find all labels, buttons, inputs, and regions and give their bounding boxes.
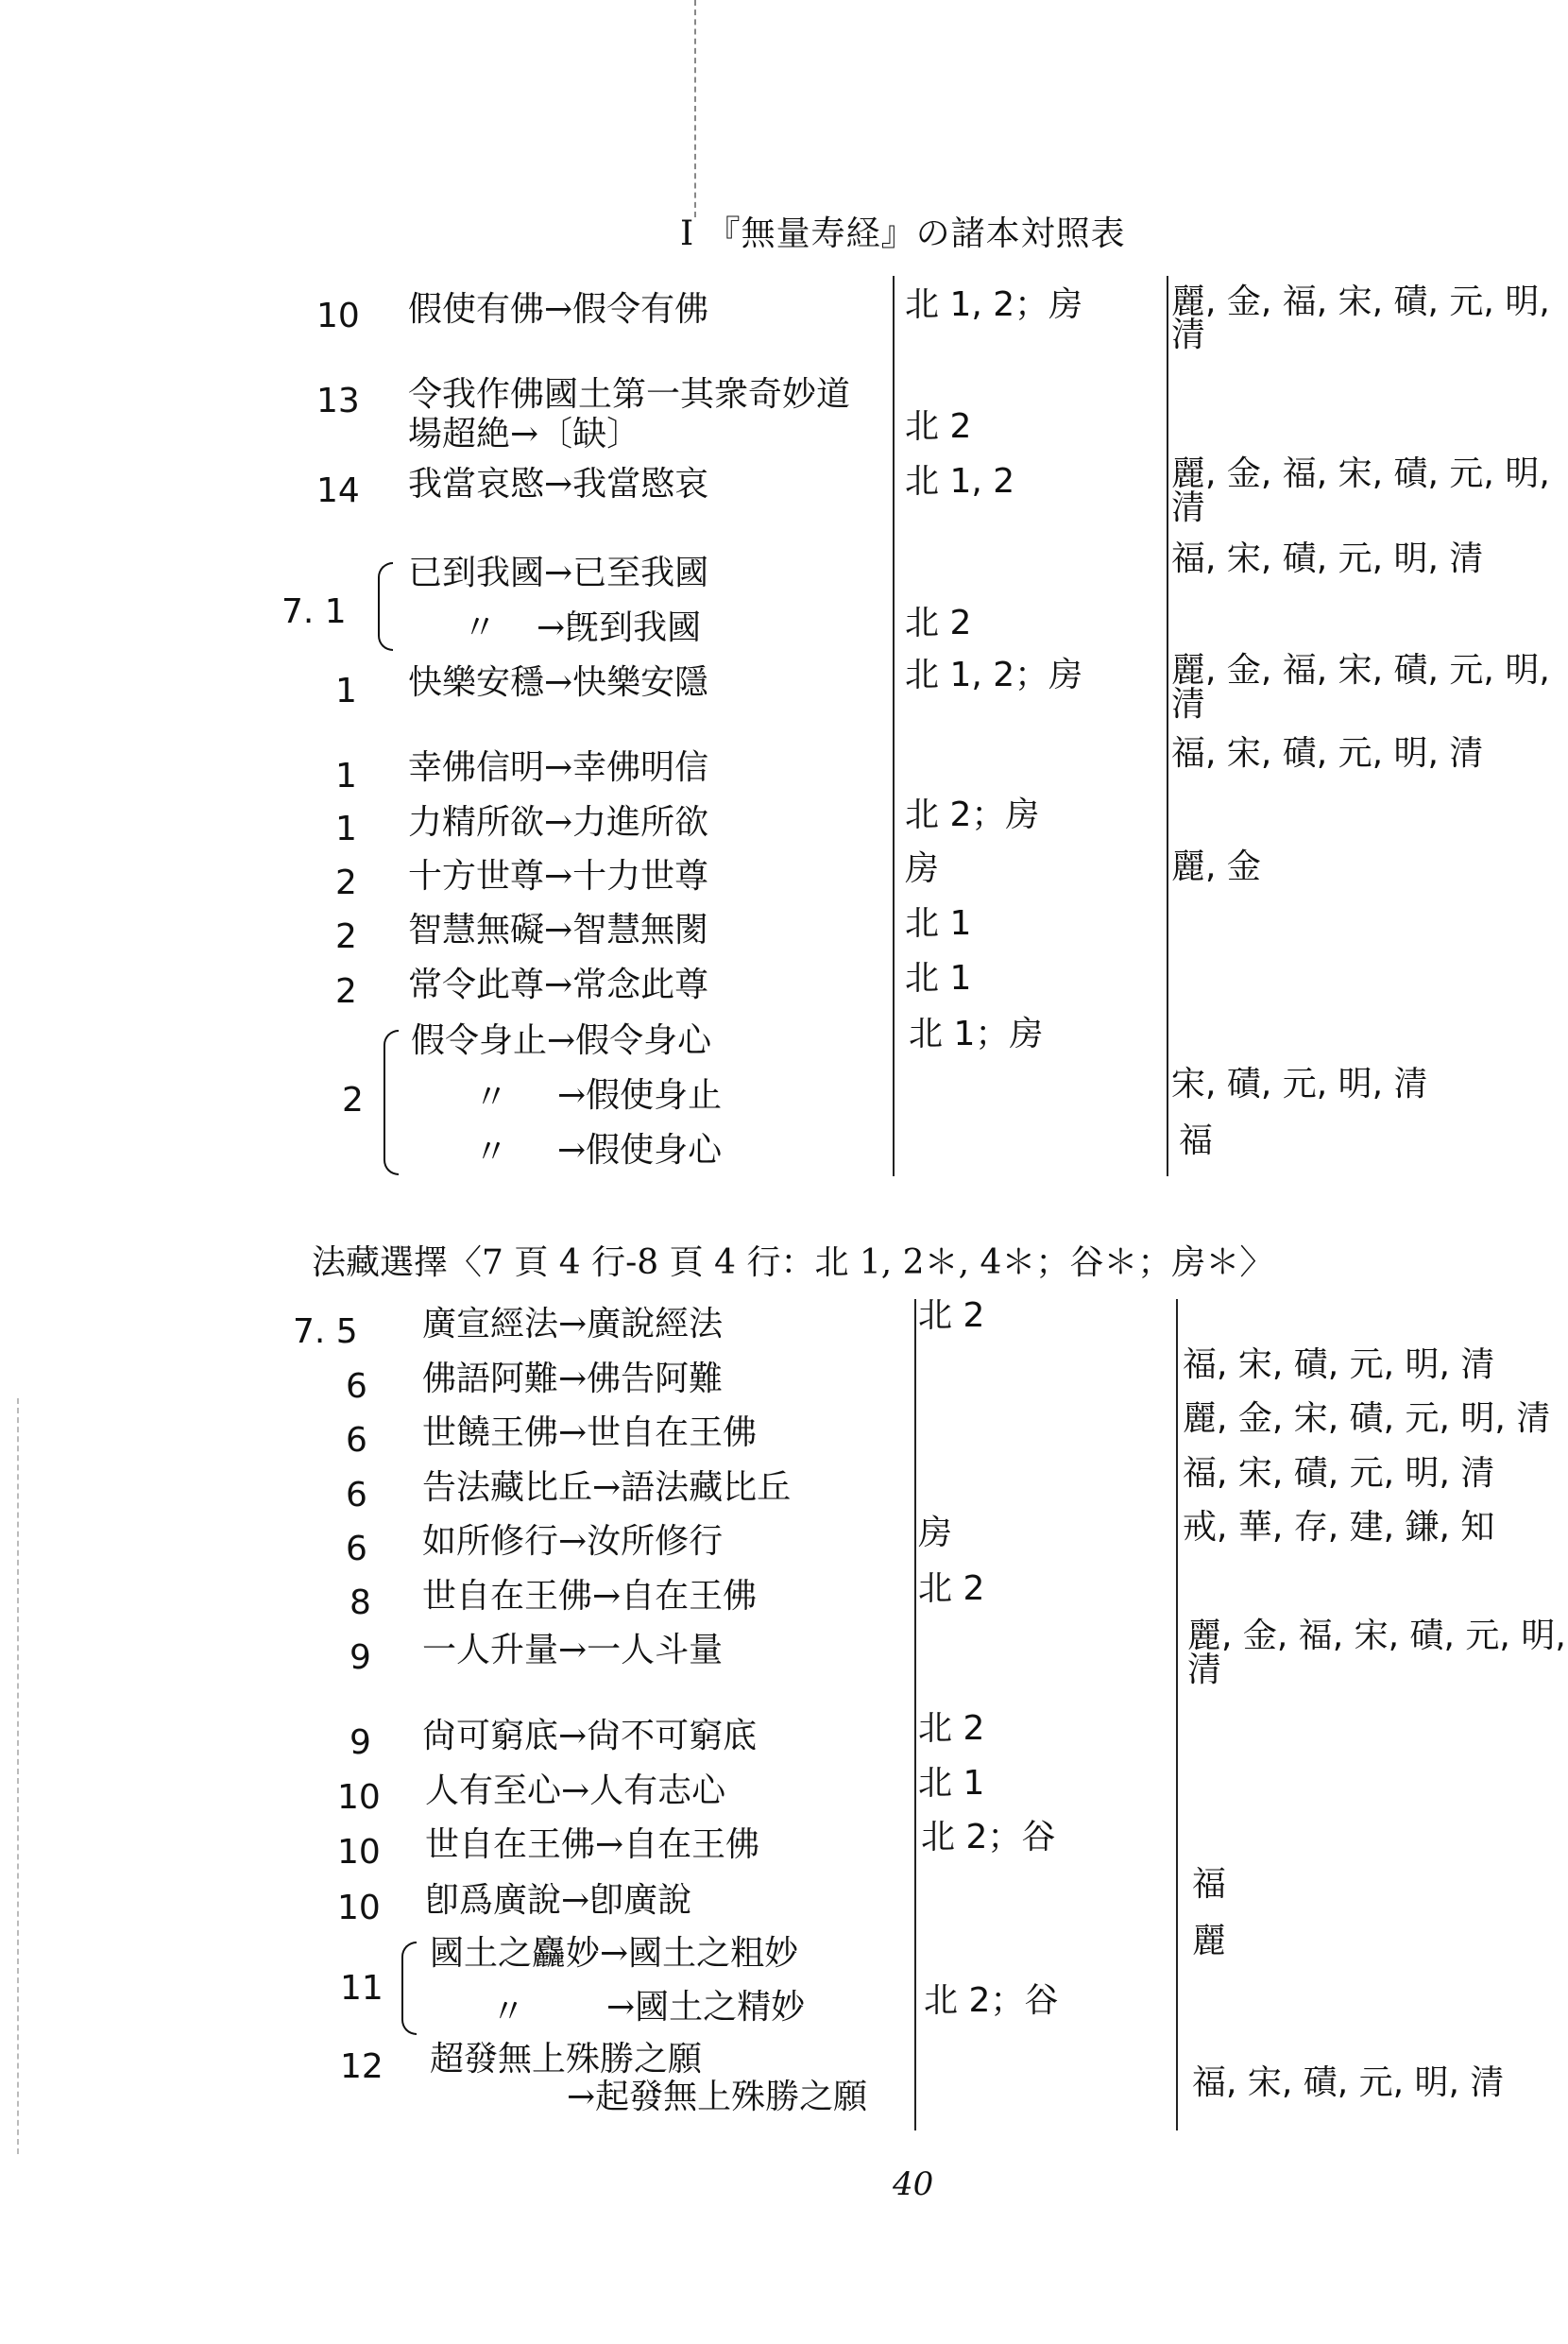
manuscript-sources: 北 2 — [918, 1709, 985, 1748]
line-number: 10 — [337, 1833, 381, 1872]
variant-text: 令我作佛國土第一其衆奇妙道 — [408, 375, 851, 414]
edition-sources-cont: 清 — [1171, 685, 1206, 724]
variant-text: 世自在王佛→自在王佛 — [422, 1577, 758, 1616]
variant-text: 世饒王佛→世自在王佛 — [422, 1413, 758, 1452]
line-number: 13 — [316, 382, 360, 420]
line-number: 12 — [340, 2047, 383, 2086]
variant-text: 卽爲廣說→卽廣說 — [425, 1881, 692, 1920]
ditto-mark: 〃 — [463, 608, 498, 647]
line-number: 11 — [340, 1969, 383, 2008]
line-number: 2 — [342, 1081, 364, 1120]
edition-sources: 麗, 金 — [1171, 847, 1261, 886]
column-divider-mid-1 — [893, 276, 895, 1176]
variant-text: 如所修行→汝所修行 — [422, 1522, 724, 1561]
variant-text: 快樂安穩→快樂安隱 — [408, 663, 709, 702]
variant-text: 尙可窮底→尙不可窮底 — [422, 1717, 758, 1755]
brace-group — [401, 1942, 417, 2035]
manuscript-sources: 北 2 — [905, 604, 972, 642]
manuscript-sources: 北 2 — [918, 1569, 985, 1608]
line-number: 1 — [335, 757, 357, 796]
column-divider-right-1 — [1167, 276, 1168, 1176]
edition-sources: 戒, 華, 存, 建, 鎌, 知 — [1183, 1508, 1495, 1547]
line-number: 6 — [346, 1421, 367, 1460]
manuscript-sources: 北 1 — [905, 904, 972, 943]
variant-text: 國土之麤妙→國土之粗妙 — [430, 1934, 799, 1973]
line-number: 6 — [346, 1530, 367, 1568]
line-number: 2 — [335, 917, 357, 956]
variant-text: 一人升量→一人斗量 — [422, 1631, 724, 1669]
column-divider-mid-2 — [914, 1299, 916, 2130]
edition-sources: 福 — [1192, 1865, 1227, 1904]
manuscript-sources: 房 — [918, 1514, 953, 1552]
manuscript-sources: 北 1, 2；房 — [905, 285, 1083, 324]
variant-text-cont: 場超絶→〔缺〕 — [408, 415, 641, 453]
manuscript-sources: 北 1；房 — [909, 1015, 1044, 1053]
variant-text: →假使身心 — [557, 1131, 723, 1170]
manuscript-sources: 北 2 — [905, 407, 972, 446]
manuscript-sources: 北 2；房 — [905, 796, 1040, 834]
ditto-mark: 〃 — [474, 1078, 509, 1117]
manuscript-sources: 房 — [905, 849, 940, 888]
edition-sources: 麗, 金, 福, 宋, 磧, 元, 明, — [1171, 282, 1550, 321]
edition-sources: 麗, 金, 福, 宋, 磧, 元, 明, — [1171, 651, 1550, 690]
edition-sources: 麗, 金, 宋, 磧, 元, 明, 清 — [1183, 1399, 1551, 1438]
manuscript-sources: 北 1 — [905, 959, 972, 998]
edition-sources: 福, 宋, 磧, 元, 明, 清 — [1183, 1454, 1495, 1493]
ditto-mark: 〃 — [491, 1993, 526, 2031]
edition-sources-cont: 清 — [1187, 1651, 1222, 1689]
variant-text: 世自在王佛→自在王佛 — [425, 1825, 760, 1864]
variant-text-cont: →起發無上殊勝之願 — [567, 2078, 868, 2116]
line-number: 6 — [346, 1476, 367, 1514]
line-number: 10 — [337, 1889, 381, 1927]
variant-text: 力精所欲→力進所欲 — [408, 803, 709, 842]
variant-text: 常令此尊→常念此尊 — [408, 966, 709, 1004]
line-number: 9 — [349, 1723, 371, 1762]
brace-group — [378, 562, 393, 651]
variant-text: →旣到我國 — [537, 608, 702, 647]
line-number: 1 — [335, 672, 357, 710]
variant-text: →國土之精妙 — [606, 1988, 806, 2027]
edition-sources: 麗, 金, 福, 宋, 磧, 元, 明, — [1171, 454, 1550, 493]
variant-text: 假使有佛→假令有佛 — [408, 290, 709, 329]
edition-sources: 福 — [1179, 1121, 1214, 1160]
scan-fold-line-top — [694, 0, 696, 217]
edition-sources: 福, 宋, 磧, 元, 明, 清 — [1192, 2063, 1505, 2102]
edition-sources: 福, 宋, 磧, 元, 明, 清 — [1171, 539, 1484, 578]
line-number: 14 — [316, 471, 360, 510]
brace-group — [383, 1030, 399, 1175]
scan-fold-line-left — [17, 1398, 19, 2154]
variant-text: 佛語阿難→佛告阿難 — [422, 1360, 724, 1398]
ditto-mark: 〃 — [474, 1133, 509, 1172]
variant-text: 智慧無礙→智慧無閡 — [408, 911, 709, 950]
variant-text: 我當哀愍→我當愍哀 — [408, 465, 709, 504]
line-number: 10 — [337, 1778, 381, 1817]
edition-sources: 福, 宋, 磧, 元, 明, 清 — [1171, 734, 1484, 773]
manuscript-sources: 北 1, 2 — [905, 462, 1015, 501]
edition-sources: 福, 宋, 磧, 元, 明, 清 — [1183, 1345, 1495, 1384]
page-number: 40 — [893, 2165, 934, 2203]
line-number: 2 — [335, 864, 357, 902]
edition-sources-cont: 清 — [1171, 488, 1206, 527]
line-number: 1 — [335, 810, 357, 848]
variant-text: 十方世尊→十力世尊 — [408, 857, 709, 896]
line-number: 7. 1 — [281, 592, 347, 631]
line-number: 10 — [316, 297, 360, 335]
variant-text: 告法藏比丘→語法藏比丘 — [422, 1468, 792, 1507]
variant-text: 超發無上殊勝之願 — [430, 2040, 703, 2079]
line-number: 2 — [335, 972, 357, 1011]
manuscript-sources: 北 2；谷 — [924, 1981, 1059, 2020]
manuscript-sources: 北 1, 2；房 — [905, 656, 1083, 694]
variant-text: 假令身止→假令身心 — [411, 1021, 712, 1060]
page-header-title: I 『無量寿経』の諸本対照表 — [680, 214, 1126, 253]
variant-text: 幸佛信明→幸佛明信 — [408, 748, 709, 787]
edition-sources: 麗 — [1192, 1922, 1227, 1960]
edition-sources: 麗, 金, 福, 宋, 磧, 元, 明, — [1187, 1617, 1566, 1655]
section-heading: 法藏選擇〈7 頁 4 行-8 頁 4 行：北 1, 2＊, 4＊；谷＊；房＊〉 — [312, 1243, 1274, 1282]
line-number: 7. 5 — [293, 1312, 358, 1351]
line-number: 6 — [346, 1367, 367, 1406]
edition-sources: 宋, 磧, 元, 明, 清 — [1171, 1065, 1428, 1104]
variant-text: 人有至心→人有志心 — [425, 1771, 726, 1810]
line-number: 8 — [349, 1583, 371, 1622]
variant-text: →假使身止 — [557, 1076, 723, 1115]
variant-text: 已到我國→已至我國 — [408, 554, 709, 592]
manuscript-sources: 北 2 — [918, 1296, 985, 1335]
line-number: 9 — [349, 1638, 371, 1677]
variant-text: 廣宣經法→廣說經法 — [422, 1305, 724, 1343]
column-divider-right-2 — [1176, 1299, 1178, 2130]
edition-sources-cont: 清 — [1171, 316, 1206, 354]
manuscript-sources: 北 2；谷 — [921, 1818, 1056, 1856]
manuscript-sources: 北 1 — [918, 1764, 985, 1803]
